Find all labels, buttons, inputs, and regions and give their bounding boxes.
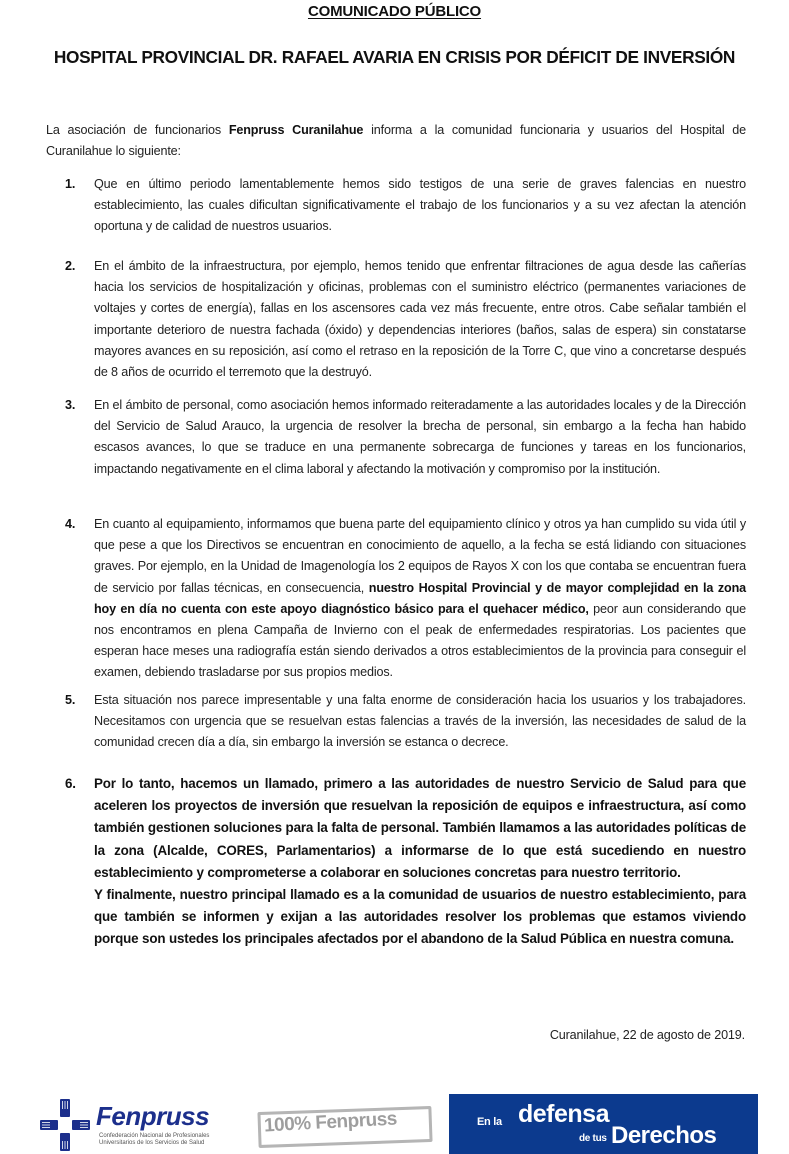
list-item-2 (66, 256, 746, 383)
banner-derechos: Derechos (611, 1122, 717, 1149)
list-item-1 (66, 174, 746, 238)
list-item-text (94, 773, 746, 951)
list-item-text: En el ámbito de personal, como asociación hemos informado reiteradamente a las autoridades locales y de la Dirección del Servicio de Salud Arauco, la urgencia de resolver la brecha de personal, sin embargo a la fecha han habido escasos avances, lo que se traduce en una permanente sobrecarga de funciones y tareas en los funcionarios, impactando negativamente en el clima laboral y afectando la motivación y compromiso por la institución. (94, 398, 746, 476)
list-item-number: 3. (65, 398, 76, 412)
banner-defensa: defensa (518, 1100, 609, 1128)
list-item-number: 4. (65, 517, 76, 531)
footer-logos (0, 1085, 789, 1154)
fenpruss-subtitle (99, 1133, 209, 1147)
banner-de-tus: de tus (579, 1133, 607, 1144)
banner-en-la: En la (477, 1116, 502, 1128)
list-item-number: 2. (65, 259, 76, 273)
list-item-text: Que en último periodo lamentablemente hemos sido testigos de una serie de graves falencias en nuestro establecimiento, las cuales dificultan significativamente el trabajo de los funcionarios y a su vez afectan la atención oportuna y de calidad de nuestros usuarios. (94, 177, 746, 234)
list-item-3 (66, 395, 746, 480)
intro-text-after: informa a la comunidad funcionaria y usuarios del Hospital de Curanilahue lo siguiente: (46, 123, 746, 158)
fenpruss-subtitle-line-2: Universitarios de los Servicios de Salud (99, 1140, 205, 1146)
intro-association-name: Fenpruss Curanilahue (228, 123, 364, 137)
list-item-text-before: En cuanto al equipamiento, informamos que buena parte del equipamiento clínico y otros ya han cumplido su vida útil y que pese a que los Directivos se encuentran en conocimiento de aquello, a la fecha se está lidiando con situaciones graves. Por ejemplo, en la Unidad de Imagenología los 2 equipos de Rayos X con los que contaba se encuentran fuera de servicio por fallas técnicas, en consecuencia, (94, 517, 746, 595)
list-item-number: 5. (65, 693, 76, 707)
intro-paragraph (46, 120, 746, 162)
list-item-text (94, 514, 746, 684)
fenpruss-wordmark: Fenpruss (96, 1101, 210, 1131)
stamp-text: 100% Fenpruss (263, 1108, 398, 1137)
defensa-derechos-banner (449, 1094, 758, 1154)
hands-cross-icon (40, 1099, 90, 1151)
call-to-community-paragraph: Y finalmente, nuestro principal llamado es a la comunidad de usuarios de nuestro establecimiento, para que también se informen y exijan a las autoridades resolver los problemas que estamos viviendo porque son ustedes los principales afectados por el abandono de la Salud Pública en nuestra comuna. (94, 887, 746, 947)
list-item-number: 6. (65, 776, 76, 791)
fenpruss-logo (40, 1099, 245, 1154)
list-item-text: Esta situación nos parece impresentable y una falta enorme de consideración hacia los usuarios y los trabajadores. Necesitamos con urgencia que se resuelvan estas falencias a través de la inversión, las necesidades de salud de la comunidad crecen día a día, sin embargo la inversión se estanca o decrece. (94, 693, 746, 750)
hundred-percent-fenpruss-stamp (250, 1097, 430, 1152)
list-item-5 (66, 690, 746, 754)
call-to-authorities-paragraph: Por lo tanto, hacemos un llamado, primero a las autoridades de nuestro Servicio de Salud para que aceleren los proyectos de inversión que resuelvan la reposición de equipos e infraestructura, así como también gestionen soluciones para la falta de personal. También llamamos a las autoridades políticas de la zona (Alcalde, CORES, Parlamentarios) a informarse de lo que está sucediendo en nuestro establecimiento y comprometerse a colaborar en soluciones concretas para nuestro territorio. (94, 776, 746, 880)
list-item-text: En el ámbito de la infraestructura, por ejemplo, hemos tenido que enfrentar filtraciones de agua desde las cañerías hacia los servicios de hospitalización y oficinas, problemas con el suministro eléctrico (permanentes variaciones de voltajes y cortes de energía), fallas en los ascensores cada vez más frecuente, entre otros. Cabe señalar también el importante deterioro de nuestra fachada (óxido) y dependencias interiores (baños, salas de espera) sin constatarse mayores avances en su reposición, así como el retraso en la reposición de la Torre C, que vino a concretarse después de 8 años de ocurrido el terremoto que la destruyó. (94, 259, 746, 380)
document-title: COMUNICADO PÚBLICO (307, 3, 482, 20)
intro-text-before: La asociación de funcionarios (46, 123, 229, 137)
list-item-4 (66, 514, 746, 684)
list-item-number: 1. (65, 177, 76, 191)
list-item-text-emphasis: nuestro Hospital Provincial y de mayor complejidad en la zona hoy en día no cuenta con este apoyo diagnóstico básico para el quehacer médico, (94, 580, 746, 616)
fenpruss-subtitle-line-1: Confederación Nacional de Profesionales (99, 1133, 210, 1139)
list-item-text-after: peor aun considerando que nos encontramos en plena Campaña de Invierno con el peak de enfermedades respiratorias. Los pacientes que esperan hace meses una radiografía están siendo derivados a otros establecimientos de la provincia para conseguir el examen, debiendo trasladarse por sus propios medios. (94, 601, 746, 680)
document-headline: HOSPITAL PROVINCIAL DR. RAFAEL AVARIA EN CRISIS POR DÉFICIT DE INVERSIÓN (53, 47, 736, 67)
closing-place-date: Curanilahue, 22 de agosto de 2019. (549, 1028, 745, 1042)
list-item-6 (66, 773, 746, 951)
